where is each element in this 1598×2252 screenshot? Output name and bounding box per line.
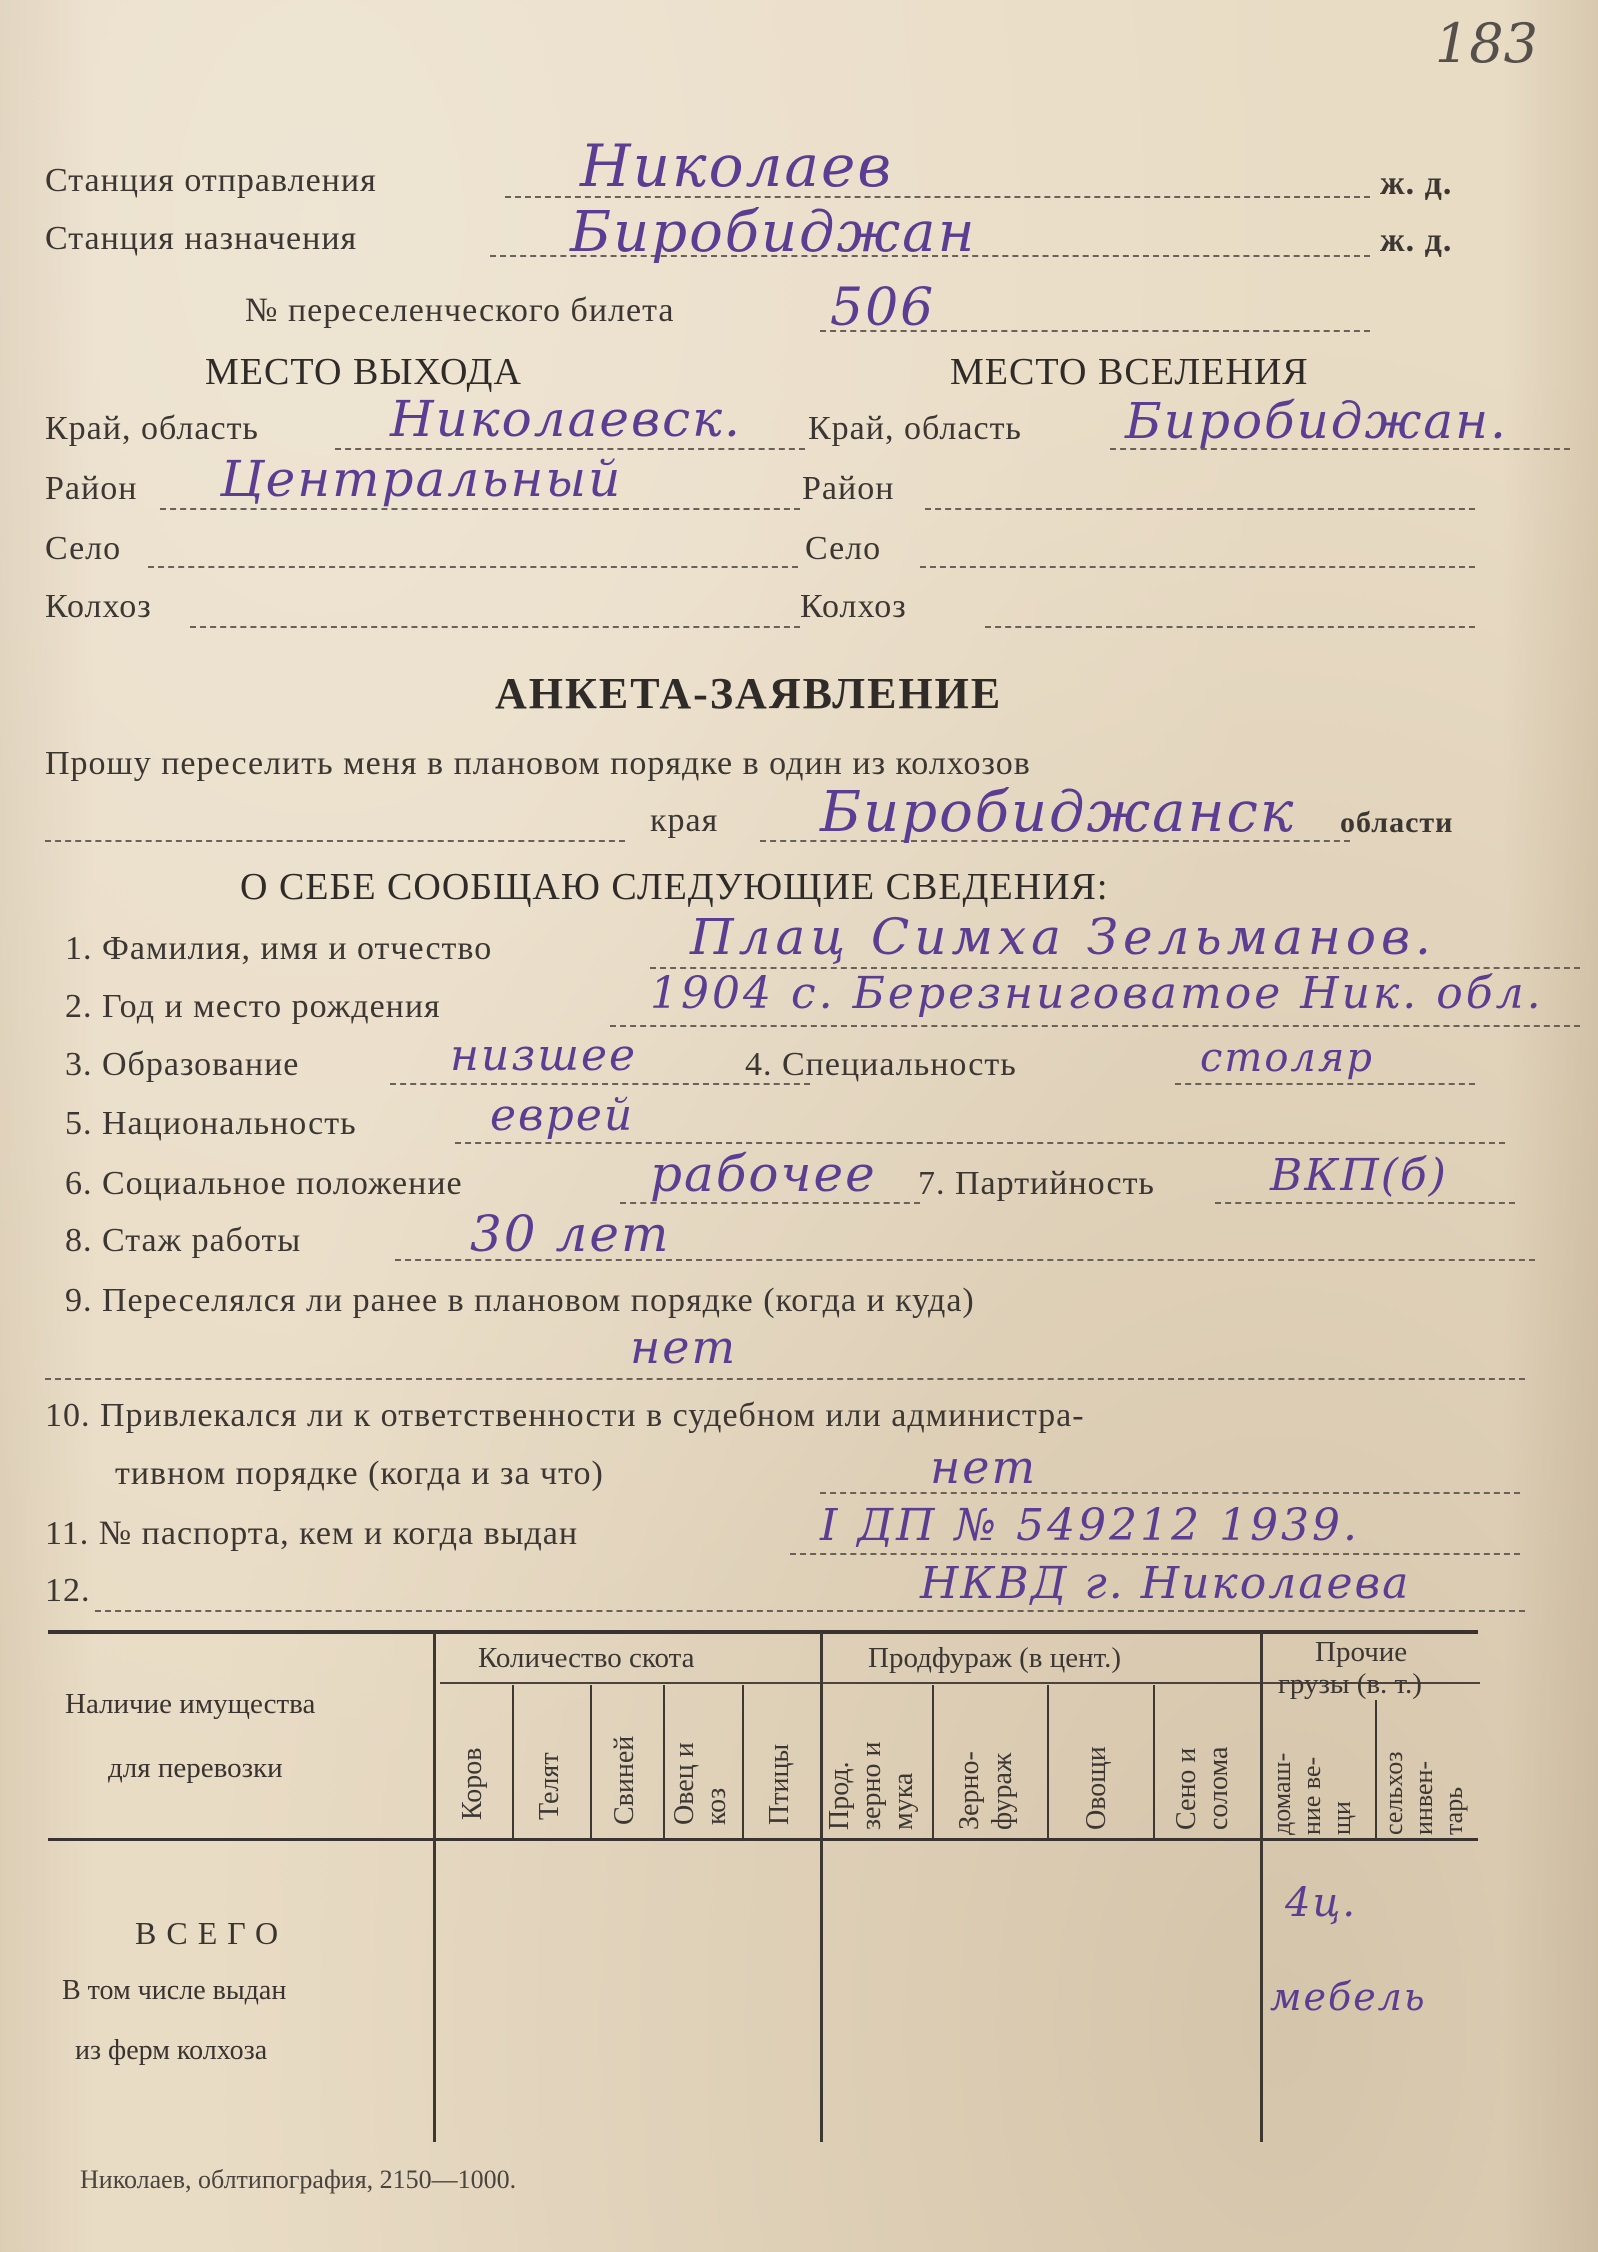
col-inventory-a: сельхоз [1379,1751,1408,1835]
field-10-label-b: тивном порядке (когда и за что) [115,1455,604,1492]
settlement-kolkhoz-label: Колхоз [800,588,907,625]
ticket-label: № переселенческого билета [245,292,675,329]
col-grain-a: Прод. [824,1761,855,1830]
table-row-header-a: Наличие имущества [65,1688,316,1720]
origin-region-label: Край, область [45,410,259,447]
group-livestock: Количество скота [478,1642,695,1674]
origin-village-label: Село [45,530,122,567]
col-pigs: Свиней [609,1735,640,1825]
field-6-value: рабочее [650,1145,877,1203]
request-oblast-label: области [1340,806,1454,839]
departure-value: Николаев [580,132,894,200]
col-inventory-b: инвен- [1409,1760,1438,1835]
field-7-value: ВКП(б) [1270,1150,1448,1201]
imprint: Николаев, облтипография, 2150—1000. [80,2165,517,2194]
col-sheep-a: Овец и [669,1742,700,1825]
col-feedgrain-a: Зерно- [954,1751,985,1830]
field-1-label: 1. Фамилия, имя и отчество [65,930,493,967]
field-9-label: 9. Переселялся ли ранее в плановом порядке (когда и куда) [65,1282,975,1319]
origin-district-value: Центральный [220,450,623,508]
col-household-c: щи [1327,1801,1356,1835]
household-value-a: 4ц. [1285,1880,1358,1926]
request-line: Прошу переселить меня в плановом порядке в один из колхозов [45,745,1031,782]
settlement-district-label: Район [802,470,895,507]
field-7-label: 7. Партийность [918,1165,1155,1202]
field-1-value: Плац Симха Зельманов. [690,908,1436,966]
col-calves: Телят [534,1752,565,1820]
settlement-region-value: Биробиджан. [1125,392,1508,450]
total-label: ВСЕГО [135,1915,289,1951]
col-sheep-b: коз [701,1787,732,1825]
col-feedgrain-b: фураж [987,1752,1018,1830]
group-other-b: грузы (в. т.) [1278,1668,1422,1700]
field-11-label: 11. № паспорта, кем и когда выдан [45,1515,579,1552]
col-veg: Овощи [1081,1746,1112,1830]
field-3-label: 3. Образование [65,1046,300,1083]
field-6-label: 6. Социальное положение [65,1165,463,1202]
col-household-a: домаш- [1267,1752,1296,1835]
field-12-label: 12. [45,1572,91,1609]
origin-district-label: Район [45,470,138,507]
field-2-value: 1904 с. Березниговатое Ник. обл. [650,968,1544,1019]
request-kray-value: Биробиджанск [820,780,1296,845]
form-title: АНКЕТА-ЗАЯВЛЕНИЕ [495,669,1003,718]
field-5-value: еврей [490,1090,635,1141]
field-10-value: нет [930,1440,1038,1494]
group-other-a: Прочие [1315,1636,1408,1668]
settlement-heading: МЕСТО ВСЕЛЕНИЯ [950,351,1309,393]
col-household-b: ние ве- [1297,1756,1326,1835]
field-3-value: низшее [450,1030,638,1081]
field-8-label: 8. Стаж работы [65,1222,302,1259]
field-4-label: 4. Специальность [745,1046,1017,1083]
field-4-value: столяр [1200,1035,1374,1081]
request-kray-label: края [650,802,719,839]
table-row-header-b: для перевозки [108,1752,283,1784]
col-inventory-c: тарь [1439,1786,1468,1835]
col-grain-b: зерно и [856,1741,887,1830]
ticket-value: 506 [830,278,936,338]
settlement-region-label: Край, область [808,410,1022,447]
col-cows: Коров [457,1747,488,1820]
col-poultry: Птицы [764,1743,795,1825]
destination-label: Станция назначения [45,220,358,257]
rail-suffix-2: ж. д. [1380,222,1453,259]
settlement-village-label: Село [805,530,882,567]
group-fodder: Продфураж (в цент.) [868,1642,1121,1674]
col-hay-a: Сено и [1171,1747,1202,1830]
field-8-value: 30 лет [470,1205,671,1263]
field-12-value: НКВД г. Николаева [920,1558,1411,1609]
destination-value: Биробиджан [570,200,977,265]
origin-region-value: Николаевск. [390,390,742,448]
page-number: 183 [1434,12,1538,75]
field-10-label-a: 10. Привлекался ли к ответственности в судебном или администра- [45,1397,1085,1434]
field-11-value: I ДП № 549212 1939. [820,1500,1361,1551]
col-hay-b: солома [1203,1746,1234,1830]
origin-heading: МЕСТО ВЫХОДА [205,351,522,393]
info-heading: О СЕБЕ СООБЩАЮ СЛЕДУЮЩИЕ СВЕДЕНИЯ: [240,866,1109,908]
departure-label: Станция отправления [45,162,377,199]
field-2-label: 2. Год и место рождения [65,988,441,1025]
field-9-value: нет [630,1320,738,1374]
field-5-label: 5. Национальность [65,1105,357,1142]
farm-label-a: В том числе выдан [62,1975,287,2006]
farm-label-b: из ферм колхоза [75,2035,268,2066]
rail-suffix-1: ж. д. [1380,165,1453,202]
origin-kolkhoz-label: Колхоз [45,588,152,625]
col-grain-c: мука [888,1772,919,1830]
household-value-b: мебель [1270,1975,1427,2019]
